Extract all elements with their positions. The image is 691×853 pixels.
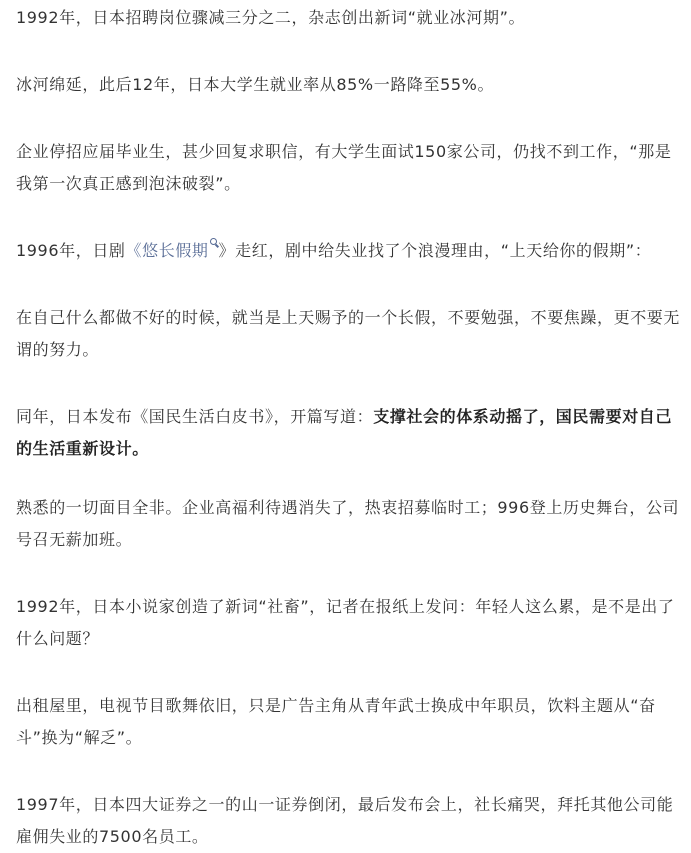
paragraph-3: 企业停招应届毕业生，甚少回复求职信，有大学生面试150家公司，仍找不到工作，“那是我第一次真正感到泡沫破裂”。 [16,142,672,193]
article-body [16,0,680,853]
paragraph-6-text: 同年，日本发布《国民生活白皮书》，开篇写道： [16,407,374,426]
paragraph-4-text-after: 》走红，剧中给失业找了个浪漫理由，“上天给你的假期”： [218,241,652,260]
paragraph-1: 1992年，日本招聘岗位骤减三分之二，杂志创出新词“就业冰河期”。 [16,8,526,27]
paragraph-7: 熟悉的一切面目全非。企业高福利待遇消失了，热衷招募临时工；996登上历史舞台，公司号召无薪加班。 [16,498,680,549]
paragraph-10: 1997年，日本四大证券之一的山一证券倒闭，最后发布会上，社长痛哭，拜托其他公司能雇佣失业的7500名员工。 [16,795,674,846]
paragraph-2: 冰河绵延，此后12年，日本大学生就业率从85%一路降至55%。 [16,75,495,94]
paragraph-9: 出租屋里，电视节目歌舞依旧，只是广告主角从青年武士换成中年职员，饮料主题从“奋斗”换为“解乏”。 [16,696,656,747]
drama-title-link[interactable] [126,241,219,260]
paragraph-4-text-before: 1996年，日剧 [16,241,126,260]
paragraph-4 [16,235,680,267]
drama-title-link-text: 《悠长假期 [125,241,209,260]
paragraph-8: 1992年，日本小说家创造了新词“社畜”，记者在报纸上发问：年轻人这么累，是不是出了什么问题？ [16,597,675,648]
search-icon [210,238,219,250]
paragraph-6-bold-text: 支撑社会的体系动摇了，国民需要对自己的生活重新设计。 [16,407,673,458]
paragraph-6 [16,401,680,465]
paragraph-5: 在自己什么都做不好的时候，就当是上天赐予的一个长假，不要勉强，不要焦躁，更不要无谓的努力。 [16,308,681,359]
